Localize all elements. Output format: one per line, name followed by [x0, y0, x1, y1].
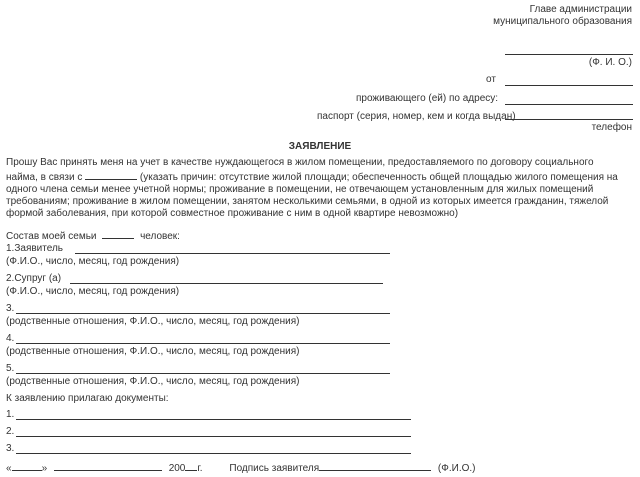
phone-label: телефон [591, 122, 632, 133]
body-line-1: Прошу Вас принять меня на учет в качестве нуждающегося в жилом помещении, предоставляемого по договору социального [6, 157, 594, 168]
from-name-field[interactable] [505, 75, 633, 86]
family-member-2-field[interactable] [70, 273, 383, 284]
date-year-field[interactable] [185, 460, 197, 471]
date-year-suffix: г. [197, 463, 203, 474]
family-member-2-label: 2.Супруг (а) [6, 273, 62, 284]
residing-label: проживающего (ей) по адресу: [356, 93, 499, 104]
date-month-field[interactable] [54, 460, 162, 471]
reason-field[interactable] [85, 169, 137, 180]
addressee-name-field[interactable] [505, 44, 633, 55]
from-label: от [486, 74, 496, 85]
body-line-3: одного члена семьи менее учетной нормы; проживание в помещении, не отвечающем установленным для жилых помещений [6, 184, 594, 195]
passport-field[interactable] [505, 109, 633, 120]
document-2-label: 2. [6, 426, 15, 437]
family-size-suffix: человек: [140, 231, 180, 242]
addressee-line-2: муниципального образования [493, 16, 632, 27]
addressee-fio-hint: (Ф. И. О.) [588, 57, 632, 68]
body-line-2-start: найма, в связи с [6, 172, 83, 183]
family-member-5-label: 5. [6, 363, 15, 374]
family-member-3-label: 3. [6, 303, 15, 314]
family-member-4-field[interactable] [16, 333, 390, 344]
date-year: 200 [168, 463, 186, 474]
body-line-4: требованиям; проживание в жилом помещении, занятом несколькими семьями, в одной из которых имеется гражданин, тяжелой [6, 196, 609, 207]
signature-fio-hint: (Ф.И.О.) [437, 463, 476, 474]
body-line-2-end: (указать причин: отсутствие жилой площади; обеспеченность общей площадью жилого помещения на [139, 172, 618, 183]
document-2-field[interactable] [16, 426, 411, 437]
passport-label: паспорт (серия, номер, кем и когда выдан) [317, 111, 516, 122]
family-member-3-field[interactable] [16, 303, 390, 314]
date-quote-open: « [6, 463, 12, 474]
addressee-line-1: Главе администрации [529, 4, 632, 15]
date-quote-close: » [41, 463, 48, 474]
family-size-field[interactable] [102, 228, 134, 239]
family-member-1-field[interactable] [75, 243, 390, 254]
date-day-field[interactable] [12, 460, 42, 471]
signature-label: Подпись заявителя [229, 463, 320, 474]
footer-date-signature [6, 460, 476, 475]
family-size-line [6, 228, 180, 243]
family-member-4-hint: (родственные отношения, Ф.И.О., число, месяц, год рождения) [6, 346, 300, 357]
family-member-1-hint: (Ф.И.О., число, месяц, год рождения) [6, 256, 180, 267]
family-member-5-field[interactable] [16, 363, 390, 374]
application-body [6, 157, 631, 220]
family-member-3-hint: (родственные отношения, Ф.И.О., число, месяц, год рождения) [6, 316, 300, 327]
document-1-label: 1. [6, 409, 15, 420]
body-line-2 [6, 169, 631, 184]
document-3-label: 3. [6, 443, 15, 454]
document-3-field[interactable] [16, 443, 411, 454]
family-member-2-hint: (Ф.И.О., число, месяц, год рождения) [6, 286, 180, 297]
address-field[interactable] [505, 94, 633, 105]
body-line-5: формой заболевания, при которой совместное проживание с ним в одной квартире невозможно) [6, 208, 459, 219]
family-member-4-label: 4. [6, 333, 15, 344]
family-member-1-label: 1.Заявитель [6, 243, 63, 254]
documents-label: К заявлению прилагаю документы: [6, 393, 169, 404]
family-member-5-hint: (родственные отношения, Ф.И.О., число, месяц, год рождения) [6, 376, 300, 387]
document-1-field[interactable] [16, 409, 411, 420]
page-title: ЗАЯВЛЕНИЕ [288, 141, 352, 152]
family-size-label: Состав моей семьи [6, 231, 97, 242]
signature-field[interactable] [319, 460, 431, 471]
